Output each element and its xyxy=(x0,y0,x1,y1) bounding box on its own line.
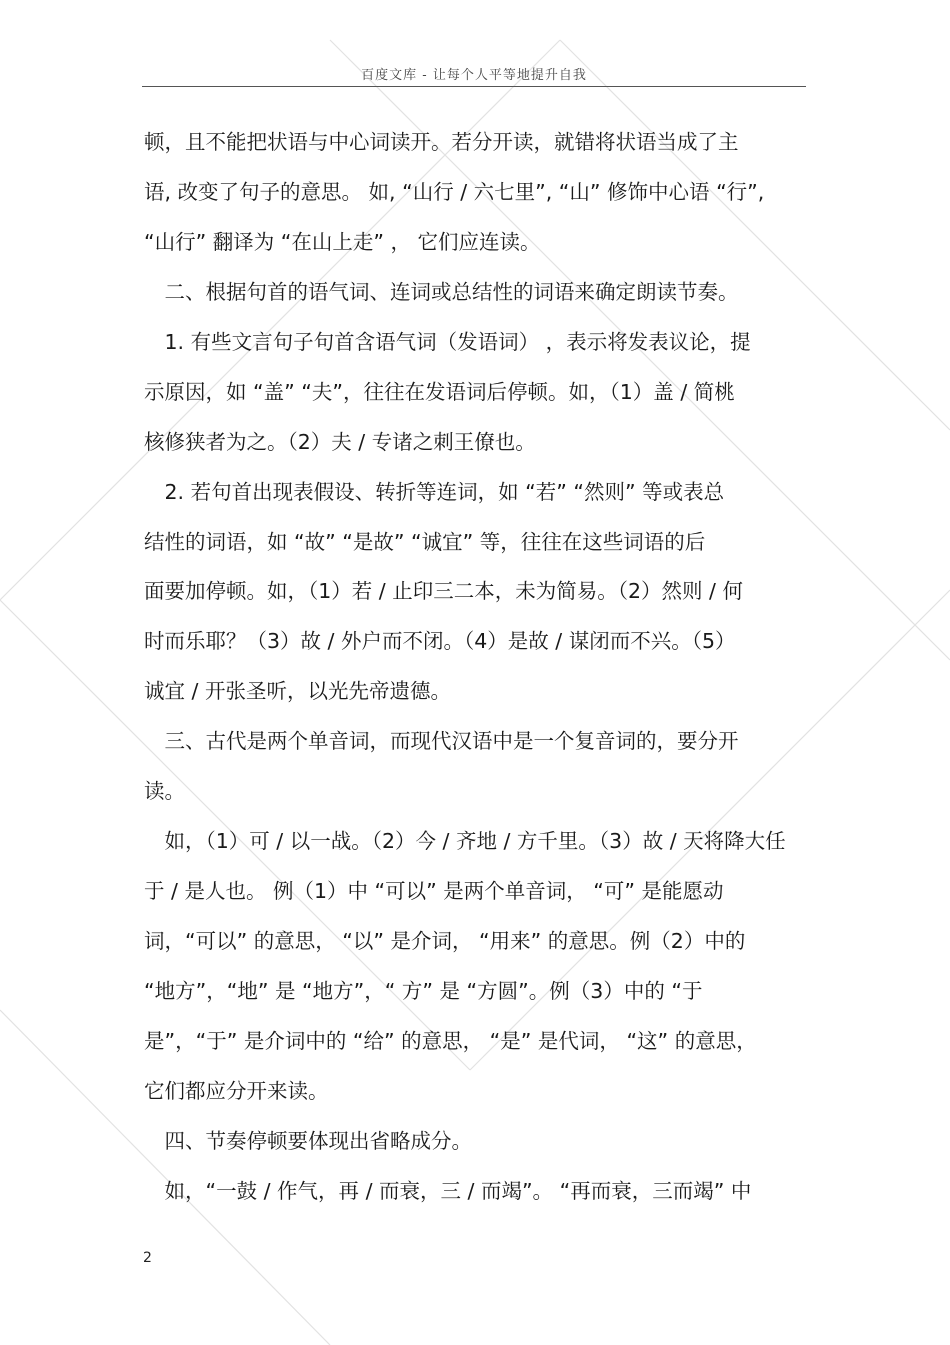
text-line: 核修狭者为之。（2）夫 / 专诸之刺王僚也。 xyxy=(144,429,536,454)
text-line: 2. 若句首出现表假设、转折等连词，如 “若” “然则” 等或表总 xyxy=(144,479,725,504)
text-line: 三、古代是两个单音词，而现代汉语中是一个复音词的，要分开 xyxy=(144,729,739,754)
text-line: “地方”，“地” 是 “地方”，“ 方” 是 “方圆”。例（3）中的 “于 xyxy=(144,978,703,1003)
page-header: 百度文库 - 让每个人平等地提升自我 xyxy=(361,68,587,83)
page-number: 2 xyxy=(143,1250,152,1266)
text-line: 四、节奏停顿要体现出省略成分。 xyxy=(144,1128,472,1153)
text-line: 如，“一鼓 / 作气，再 / 而衰，三 / 而竭”。 “再而衰，三而竭” 中 xyxy=(144,1178,752,1203)
text-line: 1. 有些文言句子句首含语气词（发语词） ，表示将发表议论，提 xyxy=(144,329,751,354)
text-line: 顿，且不能把状语与中心词读开。若分开读，就错将状语当成了主 xyxy=(144,130,739,154)
text-line: 读。 xyxy=(144,779,185,804)
text-line: 时而乐耶？（3）故 / 外户而不闭。（4）是故 / 谋闭而不兴。（5） xyxy=(144,629,736,654)
text-line: 诚宜 / 开张圣听，以光先帝遗德。 xyxy=(144,679,451,704)
text-line: “山行” 翻译为 “在山上走” ， 它们应连读。 xyxy=(144,229,541,254)
text-line: 结性的词语，如 “故” “是故” “诚宜” 等，往往在这些词语的后 xyxy=(144,529,706,554)
header-rule xyxy=(142,86,806,87)
text-line: 是”，“于” 是介词中的 “给” 的意思， “是” 是代词， “这” 的意思， xyxy=(144,1028,757,1053)
text-line: 面要加停顿。如，（1）若 / 止印三二本，未为简易。（2）然则 / 何 xyxy=(144,579,743,604)
text-line: 语, 改变了句子的意思。 如, “山行 / 六七里”, “山” 修饰中心语 “行”, xyxy=(144,179,765,204)
document-body xyxy=(144,118,792,1217)
text-line: 示原因，如 “盖” “夫”，往往在发语词后停顿。如，（1）盖 / 简桃 xyxy=(144,379,735,404)
text-line: 词，“可以” 的意思， “以” 是介词， “用来” 的意思。例（2）中的 xyxy=(144,929,746,953)
text-line: 它们都应分开来读。 xyxy=(144,1078,329,1103)
text-line: 二、根据句首的语气词、连词或总结性的词语来确定朗读节奏。 xyxy=(144,279,739,304)
text-line: 于 / 是人也。 例（1）中 “可以” 是两个单音词， “可” 是能愿动 xyxy=(144,879,724,904)
text-line: 如，（1）可 / 以一战。（2）今 / 齐地 / 方千里。（3）故 / 天将降大任 xyxy=(144,829,786,854)
